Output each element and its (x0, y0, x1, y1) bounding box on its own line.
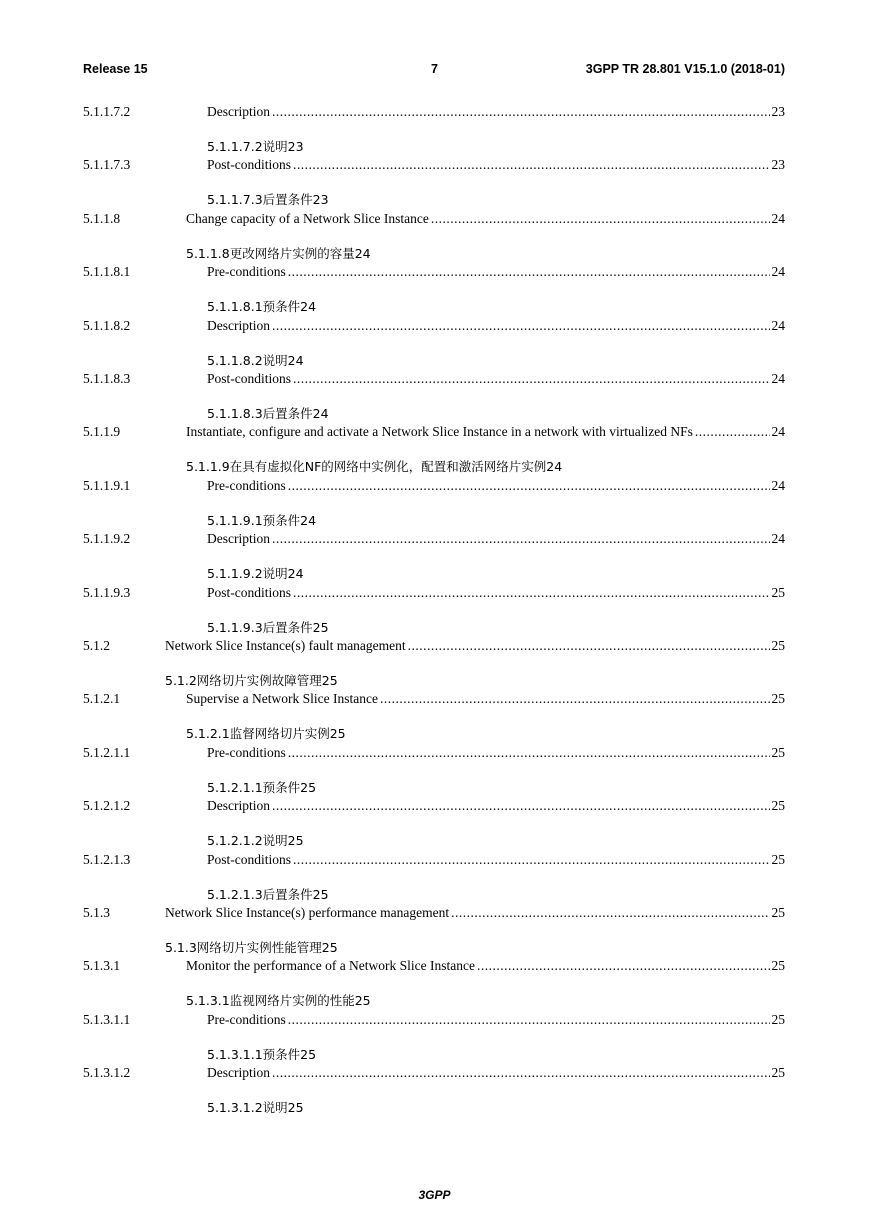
toc-dot-leader (288, 1012, 770, 1028)
toc-entry[interactable] (0, 1012, 869, 1030)
toc-translation: 5.1.1.8.1预条件24 (207, 299, 317, 314)
toc-title: Pre-conditions (207, 264, 286, 279)
toc-page-number: 25 (771, 585, 785, 600)
toc-entry-line (186, 424, 785, 440)
toc-entry-line (207, 104, 785, 120)
toc-translation: 5.1.1.8更改网络片实例的容量24 (186, 246, 371, 261)
toc-dot-leader (477, 958, 769, 974)
toc-translation: 5.1.1.9.3后置条件25 (207, 620, 329, 635)
toc-title: Instantiate, configure and activate a Network Slice Instance in a network with virtualized NFs (186, 424, 693, 439)
toc-title: Description (207, 104, 270, 119)
toc-section-number: 5.1.1.8.2 (83, 318, 131, 333)
header-release: Release 15 (83, 62, 148, 76)
toc-entry-line (207, 371, 785, 387)
toc-entry-line (207, 318, 785, 334)
toc-section-number: 5.1.3.1.2 (83, 1065, 131, 1080)
toc-dot-leader (695, 424, 770, 440)
toc-entry[interactable] (0, 531, 869, 549)
toc-dot-leader (293, 371, 769, 387)
toc-entry[interactable] (0, 958, 869, 976)
toc-page-number: 25 (771, 798, 785, 813)
toc-page-number: 25 (771, 745, 785, 760)
toc-translation: 5.1.3.1.2说明25 (207, 1100, 304, 1115)
toc-page-number: 24 (771, 371, 785, 386)
toc-entry-line (186, 211, 785, 227)
toc-entry[interactable] (0, 852, 869, 870)
toc-entry-line (207, 852, 785, 868)
toc-title: Network Slice Instance(s) fault management (165, 638, 406, 653)
toc-page-number: 24 (771, 424, 785, 439)
toc-dot-leader (293, 585, 769, 601)
toc-translation: 5.1.1.9在具有虚拟化NF的网络中实例化，配置和激活网络片实例24 (186, 459, 563, 474)
toc-section-number: 5.1.2.1.1 (83, 745, 131, 760)
toc-entry-line (165, 638, 785, 654)
toc-page-number: 23 (771, 157, 785, 172)
toc-entry[interactable] (0, 745, 869, 763)
toc-title: Network Slice Instance(s) performance management (165, 905, 450, 920)
toc-section-number: 5.1.1.9.1 (83, 478, 131, 493)
toc-translation: 5.1.2网络切片实例故障管理25 (165, 673, 338, 688)
toc-entry[interactable] (0, 638, 869, 656)
toc-translation: 5.1.2.1.2说明25 (207, 833, 304, 848)
toc-entry-line (207, 585, 785, 601)
toc-title: Description (207, 1065, 270, 1080)
toc-entry[interactable] (0, 157, 869, 175)
toc-entry[interactable] (0, 798, 869, 816)
toc-title: Pre-conditions (207, 478, 286, 493)
toc-page-number: 24 (771, 211, 785, 226)
toc-page-number: 25 (771, 905, 785, 920)
toc-title: Pre-conditions (207, 1012, 286, 1027)
toc-title: Description (207, 531, 270, 546)
toc-entry-line (207, 745, 785, 761)
toc-section-number: 5.1.1.9.3 (83, 585, 131, 600)
toc-dot-leader (293, 157, 769, 173)
toc-section-number: 5.1.3.1 (83, 958, 121, 973)
toc-section-number: 5.1.1.9.2 (83, 531, 131, 546)
toc-translation: 5.1.2.1监督网络切片实例25 (186, 726, 346, 741)
toc-translation: 5.1.3.1监视网络片实例的性能25 (186, 993, 371, 1008)
toc-section-number: 5.1.1.8.1 (83, 264, 131, 279)
toc-page-number: 24 (771, 531, 785, 546)
header-page-number: 7 (431, 62, 438, 76)
toc-translation: 5.1.2.1.3后置条件25 (207, 887, 329, 902)
toc-entry[interactable] (0, 104, 869, 122)
toc-entry-line (207, 1012, 785, 1028)
toc-page-number: 24 (771, 318, 785, 333)
toc-section-number: 5.1.1.8 (83, 211, 121, 226)
toc-section-number: 5.1.2.1.2 (83, 798, 131, 813)
toc-dot-leader (288, 478, 770, 494)
toc-entry[interactable] (0, 905, 869, 923)
toc-dot-leader (272, 531, 770, 547)
toc-entry[interactable] (0, 371, 869, 389)
toc-entry[interactable] (0, 1065, 869, 1083)
toc-entry-line (207, 1065, 785, 1081)
toc-translation: 5.1.3网络切片实例性能管理25 (165, 940, 338, 955)
toc-title: Post-conditions (207, 852, 292, 867)
toc-translation: 5.1.2.1.1预条件25 (207, 780, 317, 795)
toc-page-number: 25 (771, 1012, 785, 1027)
toc-title: Supervise a Network Slice Instance (186, 691, 378, 706)
toc-dot-leader (272, 1065, 770, 1081)
toc-entry[interactable] (0, 264, 869, 282)
toc-page-number: 24 (771, 478, 785, 493)
toc-dot-leader (451, 905, 769, 921)
toc-title: Post-conditions (207, 157, 292, 172)
toc-page-number: 25 (771, 691, 785, 706)
toc-dot-leader (408, 638, 770, 654)
toc-section-number: 5.1.1.7.3 (83, 157, 131, 172)
toc-section-number: 5.1.2.1.3 (83, 852, 131, 867)
footer-3gpp: 3GPP (418, 1188, 451, 1202)
toc-page-number: 25 (771, 638, 785, 653)
toc-dot-leader (431, 211, 770, 227)
toc-entry[interactable] (0, 318, 869, 336)
toc-dot-leader (288, 264, 770, 280)
toc-section-number: 5.1.1.8.3 (83, 371, 131, 386)
toc-translation: 5.1.3.1.1预条件25 (207, 1047, 317, 1062)
toc-page-number: 24 (771, 264, 785, 279)
toc-title: Post-conditions (207, 371, 292, 386)
toc-dot-leader (293, 852, 769, 868)
toc-title: Description (207, 318, 270, 333)
toc-entry-line (165, 905, 785, 921)
toc-translation: 5.1.1.8.2说明24 (207, 353, 304, 368)
toc-dot-leader (272, 798, 770, 814)
toc-page-number: 23 (771, 104, 785, 119)
toc-entry-line (207, 478, 785, 494)
toc-dot-leader (272, 104, 770, 120)
toc-entry[interactable] (0, 585, 869, 603)
toc-entry[interactable] (0, 211, 869, 229)
header-document-id: 3GPP TR 28.801 V15.1.0 (2018-01) (585, 62, 785, 76)
toc-entry[interactable] (0, 691, 869, 709)
toc-entry-line (207, 798, 785, 814)
toc-entry[interactable] (0, 424, 869, 442)
toc-translation: 5.1.1.9.1预条件24 (207, 513, 317, 528)
toc-entry-line (207, 157, 785, 173)
toc-section-number: 5.1.2 (83, 638, 110, 653)
toc-entry[interactable] (0, 478, 869, 496)
toc-page-number: 25 (771, 958, 785, 973)
toc-translation: 5.1.1.7.3后置条件23 (207, 192, 329, 207)
toc-title: Description (207, 798, 270, 813)
toc-entry-line (186, 691, 785, 707)
toc-section-number: 5.1.3 (83, 905, 110, 920)
toc-section-number: 5.1.1.9 (83, 424, 121, 439)
toc-translation: 5.1.1.9.2说明24 (207, 566, 304, 581)
toc-page-number: 25 (771, 1065, 785, 1080)
toc-translation: 5.1.1.7.2说明23 (207, 139, 304, 154)
toc-title: Change capacity of a Network Slice Instance (186, 211, 429, 226)
toc-section-number: 5.1.1.7.2 (83, 104, 131, 119)
toc-dot-leader (288, 745, 770, 761)
toc-dot-leader (380, 691, 770, 707)
toc-entry-line (207, 531, 785, 547)
toc-entry-line (186, 958, 785, 974)
toc-page-number: 25 (771, 852, 785, 867)
toc-dot-leader (272, 318, 770, 334)
toc-section-number: 5.1.2.1 (83, 691, 121, 706)
toc-section-number: 5.1.3.1.1 (83, 1012, 131, 1027)
toc-title: Post-conditions (207, 585, 292, 600)
toc-title: Pre-conditions (207, 745, 286, 760)
toc-title: Monitor the performance of a Network Slice Instance (186, 958, 476, 973)
toc-entry-line (207, 264, 785, 280)
toc-translation: 5.1.1.8.3后置条件24 (207, 406, 329, 421)
